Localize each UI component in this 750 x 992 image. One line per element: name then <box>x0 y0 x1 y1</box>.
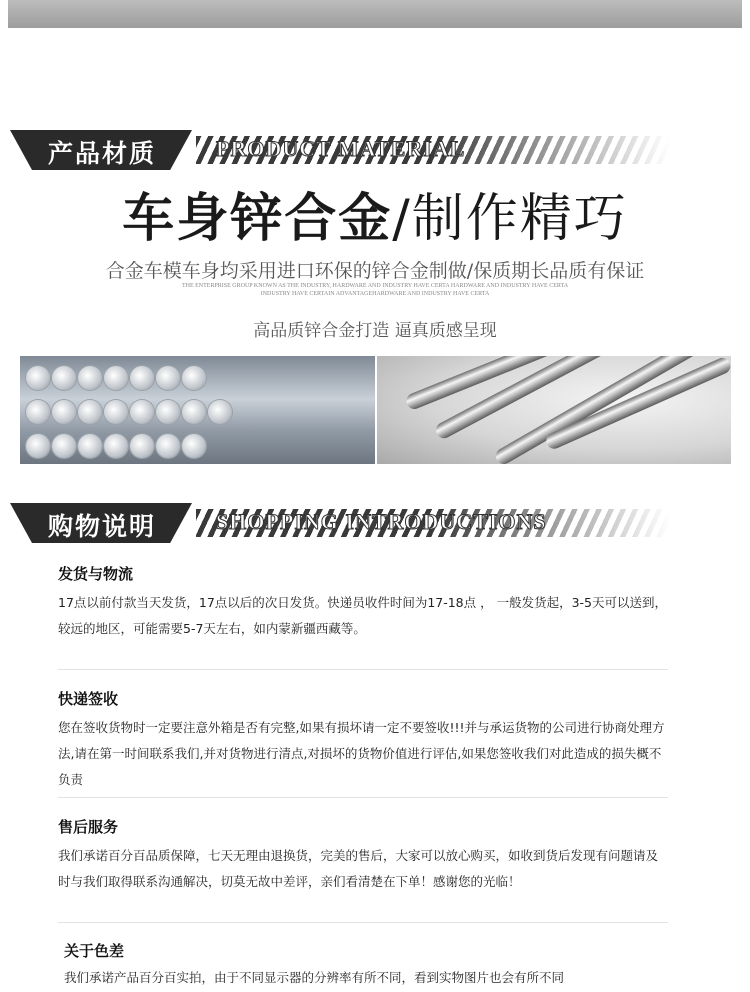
bar-end <box>182 434 206 458</box>
info-delivery-sign <box>58 688 670 793</box>
bar-end <box>78 366 102 390</box>
info-title: 快递签收 <box>58 690 119 708</box>
info-shipping <box>58 563 670 642</box>
bar-end <box>104 366 128 390</box>
hero-title <box>0 176 750 251</box>
bar-end <box>26 434 50 458</box>
info-text: 您在签收货物时一定要注意外箱是否有完整,如果有损坏请一定不要签收!!!并与承运货物的公司进行协商处理方法,请在第一时间联系我们,并对货物进行清点,对损坏的货物价值进行评估,如果您签收我们对此造成的损失概不负责 <box>58 720 665 787</box>
bar-end <box>156 434 180 458</box>
info-text: 我们承诺产品百分百实拍，由于不同显示器的分辨率有所不同，看到实物图片也会有所不同 <box>64 970 565 985</box>
banner-heading-en: SHOPPING INTRODUCTIONS <box>216 509 547 534</box>
info-title: 发货与物流 <box>58 565 134 583</box>
aluminum-bars-image <box>20 356 375 464</box>
divider <box>58 922 668 923</box>
info-title: 售后服务 <box>58 818 119 836</box>
bar-end <box>156 366 180 390</box>
shopping-banner <box>10 503 670 543</box>
banner-heading-cn: 购物说明 <box>48 512 157 541</box>
bar-end <box>78 434 102 458</box>
top-gray-bar <box>8 0 742 28</box>
bar-end <box>52 366 76 390</box>
steel-rod <box>493 356 700 464</box>
bar-end <box>78 400 102 424</box>
bar-end <box>182 366 206 390</box>
divider <box>58 669 668 670</box>
banner-heading-en: PRODUCT MATERIAL <box>216 136 466 161</box>
hero-subtitle: 合金车模车身均采用进口环保的锌合金制做/保质期长品质有保证 <box>105 260 645 282</box>
hero-title-bold: 车身锌合金 <box>122 189 393 249</box>
product-material-banner <box>10 130 670 170</box>
bar-end <box>130 400 154 424</box>
quality-tagline: 高品质锌合金打造 逼真质感呈现 <box>253 321 497 341</box>
bar-end <box>26 400 50 424</box>
bar-end <box>130 434 154 458</box>
info-text: 我们承诺百分百品质保障，七天无理由退换货，完美的售后，大家可以放心购买，如收到货后发现有问题请及时与我们取得联系沟通解决，切莫无故中差评，亲们看清楚在下单！感谢您的光临！ <box>58 848 659 889</box>
fine-print-1: THE ENTERPRISE GROUP KNOWN AS THE INDUSTRY, HARDWARE AND INDUSTRY HAVE CERTA HARDWARE AND INDUSTRY HAVE CERTA <box>181 283 569 289</box>
info-color-difference <box>64 940 676 991</box>
divider <box>58 797 668 798</box>
bar-end <box>52 400 76 424</box>
bar-end <box>52 434 76 458</box>
bar-end <box>104 400 128 424</box>
bar-end <box>130 366 154 390</box>
bar-end <box>26 366 50 390</box>
info-text: 17点以前付款当天发货，17点以后的次日发货。快递员收件时间为17-18点 ， 一般发货起，3-5天可以送到，较远的地区，可能需要5-7天左右，如内蒙新疆西藏等。 <box>58 595 667 636</box>
bar-end <box>104 434 128 458</box>
fine-print-2: INDUSTRY HAVE CERTAIN ADVANTAGEHARDWARE AND INDUSTRY HAVE CERTA <box>260 291 490 297</box>
bar-end <box>156 400 180 424</box>
banner-heading-cn: 产品材质 <box>48 139 157 168</box>
info-after-sales <box>58 816 670 895</box>
hero-title-rest: /制作精巧 <box>392 189 628 249</box>
bar-end <box>208 400 232 424</box>
steel-rods-image <box>377 356 731 464</box>
info-title: 关于色差 <box>64 942 125 960</box>
bar-end <box>182 400 206 424</box>
